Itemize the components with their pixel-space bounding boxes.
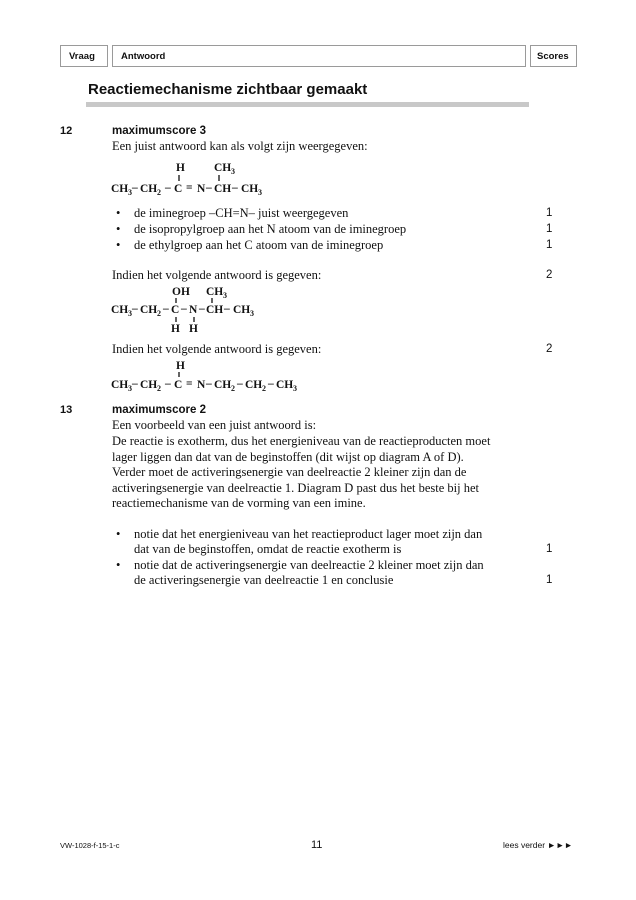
page-title: Reactiemechanisme zichtbaar gemaakt: [88, 81, 368, 98]
q13-bullet-1-line-2: dat van de beginstoffen, omdat de reactie exotherm is: [134, 542, 402, 556]
footer-next-page: lees verder ►►►: [503, 840, 573, 850]
question-13-intro: Een voorbeeld van een juist antwoord is:: [112, 418, 317, 432]
structural-formula-1: [110, 158, 310, 200]
q12-bullet-3-score: 1: [546, 239, 553, 251]
subscript: 2: [157, 309, 161, 318]
q13-answer-line-1: De reactie is exotherm, dus het energieniveau van de reactieproducten moet: [112, 434, 491, 448]
footer-page-number: 11: [311, 839, 323, 851]
q12-bullet-2: de isopropylgroep aan het N atoom van de iminegroep: [134, 222, 407, 236]
subscript: 2: [231, 384, 235, 393]
bond: =: [186, 378, 193, 390]
bond: –: [237, 378, 243, 390]
q13-answer-line-5: reactiemechanisme van de vorming van een imine.: [112, 496, 366, 510]
bullet-marker: •: [116, 558, 121, 572]
q12-bullet-2-score: 1: [546, 223, 553, 235]
bond: –: [206, 182, 212, 194]
question-12-maxscore: maximumscore 3: [112, 125, 206, 137]
footer-exam-code: VW-1028-f-15-1-c: [60, 841, 120, 850]
subscript: 3: [223, 291, 227, 300]
title-underline: [86, 102, 529, 107]
atom-ch: CH: [111, 304, 129, 316]
header-vraag: Vraag: [60, 45, 108, 67]
q12-bullet-3: de ethylgroep aan het C atoom van de iminegroep: [134, 238, 384, 252]
subscript: 2: [157, 188, 161, 197]
atom-ch: CH: [233, 304, 251, 316]
atom-ch: CH: [214, 379, 232, 391]
bond: –: [132, 303, 138, 315]
subscript: 2: [262, 384, 266, 393]
atom-ch: CH: [206, 304, 224, 316]
atom-ch: CH: [214, 183, 232, 195]
q12-bullet-1: de iminegroep –CH=N– juist weergegeven: [134, 206, 349, 220]
subscript: 3: [128, 309, 132, 318]
atom-ch: CH: [140, 304, 158, 316]
q12-bullet-1-score: 1: [546, 207, 553, 219]
q13-answer-line-4: activeringsenergie van deelreactie 1. Diagram D past dus het beste bij het: [112, 481, 479, 495]
structural-formula-2: [110, 282, 310, 334]
atom-ch: CH: [111, 183, 129, 195]
atom-ch: CH: [214, 162, 232, 174]
header-scores: Scores: [530, 45, 577, 67]
bullet-marker: •: [116, 206, 121, 220]
bond: –: [163, 303, 169, 315]
subscript: 3: [250, 309, 254, 318]
atom-h: H: [176, 360, 185, 372]
bond: –: [268, 378, 274, 390]
q13-bullet-2-score: 1: [546, 574, 553, 586]
atom-ch: CH: [276, 379, 294, 391]
atom-oh: OH: [172, 286, 190, 298]
atom-h: H: [189, 323, 198, 334]
bond: –: [165, 378, 171, 390]
q13-bullet-2-line-1: notie dat de activeringsenergie van deelreactie 2 kleiner moet zijn dan: [134, 558, 484, 572]
bond: –: [165, 182, 171, 194]
structural-formula-3: [110, 356, 320, 396]
q13-answer-line-2: lager liggen dan dat van de beginstoffen (dit wijst op diagram A of D).: [112, 450, 464, 464]
q12-alt-1-text: Indien het volgende antwoord is gegeven:: [112, 268, 322, 282]
atom-ch: CH: [111, 379, 129, 391]
subscript: 3: [128, 384, 132, 393]
bullet-marker: •: [116, 222, 121, 236]
bond: –: [206, 378, 212, 390]
atom-h: H: [171, 323, 180, 334]
subscript: 3: [293, 384, 297, 393]
atom-n: N: [197, 183, 206, 195]
subscript: 2: [157, 384, 161, 393]
atom-c: C: [174, 379, 183, 391]
header-antwoord: Antwoord: [112, 45, 526, 67]
q13-bullet-2-line-2: de activeringsenergie van deelreactie 1 en conclusie: [134, 573, 394, 587]
question-12-intro: Een juist antwoord kan als volgt zijn weergegeven:: [112, 139, 368, 153]
q12-alt-2-score: 2: [546, 343, 553, 355]
subscript: 3: [128, 188, 132, 197]
atom-c: C: [171, 304, 180, 316]
atom-n: N: [197, 379, 206, 391]
bond: –: [132, 182, 138, 194]
bond: –: [224, 303, 230, 315]
atom-c: C: [174, 183, 183, 195]
q12-alt-2-text: Indien het volgende antwoord is gegeven:: [112, 342, 322, 356]
bond: –: [181, 303, 187, 315]
bond: –: [132, 378, 138, 390]
q13-bullet-1-line-1: notie dat het energieniveau van het reactieproduct lager moet zijn dan: [134, 527, 483, 541]
question-12-number: 12: [60, 125, 73, 137]
bond: –: [232, 182, 238, 194]
bullet-marker: •: [116, 238, 121, 252]
atom-h: H: [176, 162, 185, 174]
subscript: 3: [258, 188, 262, 197]
atom-ch: CH: [140, 379, 158, 391]
atom-ch: CH: [206, 286, 224, 298]
subscript: 3: [231, 167, 235, 176]
bond: =: [186, 182, 193, 194]
bullet-marker: •: [116, 527, 121, 541]
q13-answer-line-3: Verder moet de activeringsenergie van deelreactie 2 kleiner zijn dan de: [112, 465, 467, 479]
question-13-maxscore: maximumscore 2: [112, 404, 206, 416]
atom-n: N: [189, 304, 198, 316]
q12-alt-1-score: 2: [546, 269, 553, 281]
atom-ch: CH: [241, 183, 259, 195]
atom-ch: CH: [140, 183, 158, 195]
question-13-number: 13: [60, 404, 73, 416]
q13-bullet-1-score: 1: [546, 543, 553, 555]
bond: –: [199, 303, 205, 315]
atom-ch: CH: [245, 379, 263, 391]
